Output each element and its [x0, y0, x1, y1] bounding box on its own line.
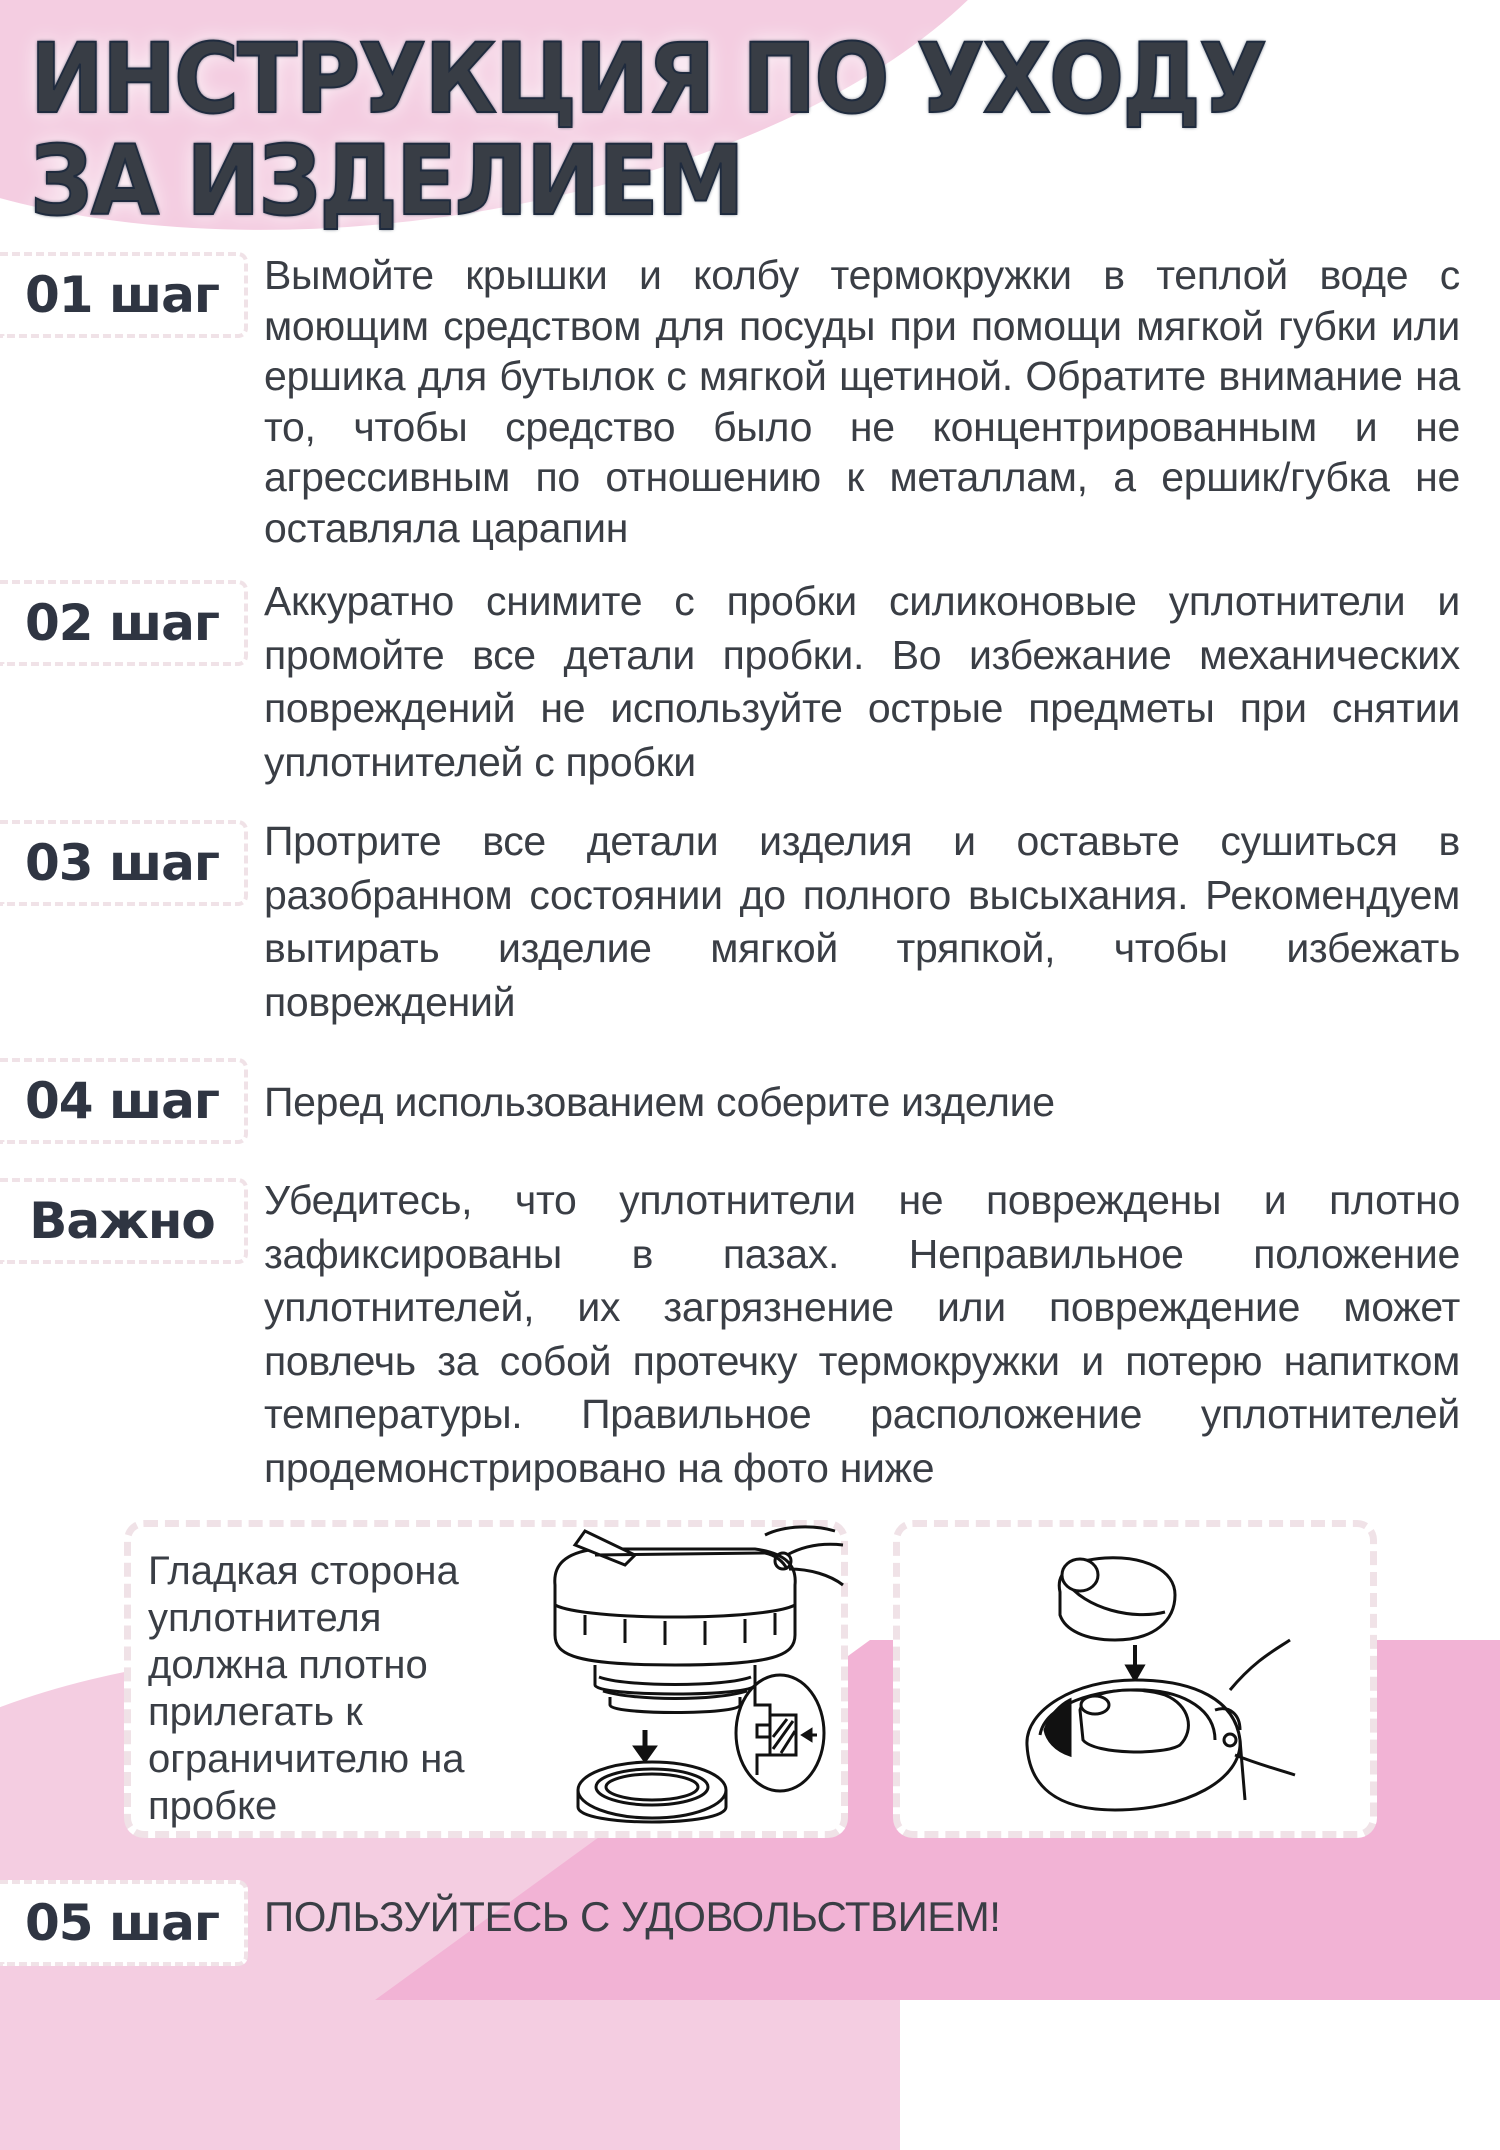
step-text: Убедитесь, что уплотнители не повреждены и плотно зафиксированы в пазах. Неправильное положение уплотнителей, их загрязнение или повреждение может повлечь за собой протечку термокружки и потерю напитком температуры. Правильное расположение уплотнителей продемонстрировано на фото ниже — [264, 1177, 1460, 1491]
step-text: Протрите все детали изделия и оставьте сушиться в разобранном состоянии до полного высыхания. Рекомендуем вытирать изделие мягкой тряпкой, чтобы избежать повреждений — [264, 818, 1460, 1025]
step-label: Важно — [0, 1178, 248, 1264]
step-label: 01 шаг — [0, 252, 248, 338]
lid-seal-ring-icon — [525, 1525, 845, 1835]
step-label: 05 шаг — [0, 1880, 248, 1966]
step-label: 04 шаг — [0, 1058, 248, 1144]
step-label: 03 шаг — [0, 820, 248, 906]
seal-ring-caption: Гладкая сторона уплотнителя должна плотно прилегать к ограничителю на пробке — [148, 1549, 465, 1828]
title-line-2: ЗА ИЗДЕЛИЕМ — [30, 125, 743, 237]
closing-message: ПОЛЬЗУЙТЕСЬ С УДОВОЛЬСТВИЕМ! — [264, 1893, 1001, 1940]
step-text: Перед использованием соберите изделие — [264, 1079, 1055, 1125]
step-text: Аккуратно снимите с пробки силиконовые уплотнители и промойте все детали пробки. Во избежание механических повреждений не используйте острые предметы при снятии уплотнителей с пробки — [264, 578, 1460, 785]
cap-insert-icon — [1015, 1540, 1315, 1830]
page-title — [30, 23, 1266, 237]
step-label: 02 шаг — [0, 580, 248, 666]
step-text: Вымойте крышки и колбу термокружки в теплой воде с моющим средством для посуды при помощи мягкой губки или ершика для бутылок с мягкой щетиной. Обратите внимание на то, чтобы средство было не концентрированным и не агрессивным по отношению к металлам, а ершик/губка не оставляла царапин — [264, 252, 1460, 551]
title-line-1: ИНСТРУКЦИЯ ПО УХОДУ — [30, 23, 1266, 135]
